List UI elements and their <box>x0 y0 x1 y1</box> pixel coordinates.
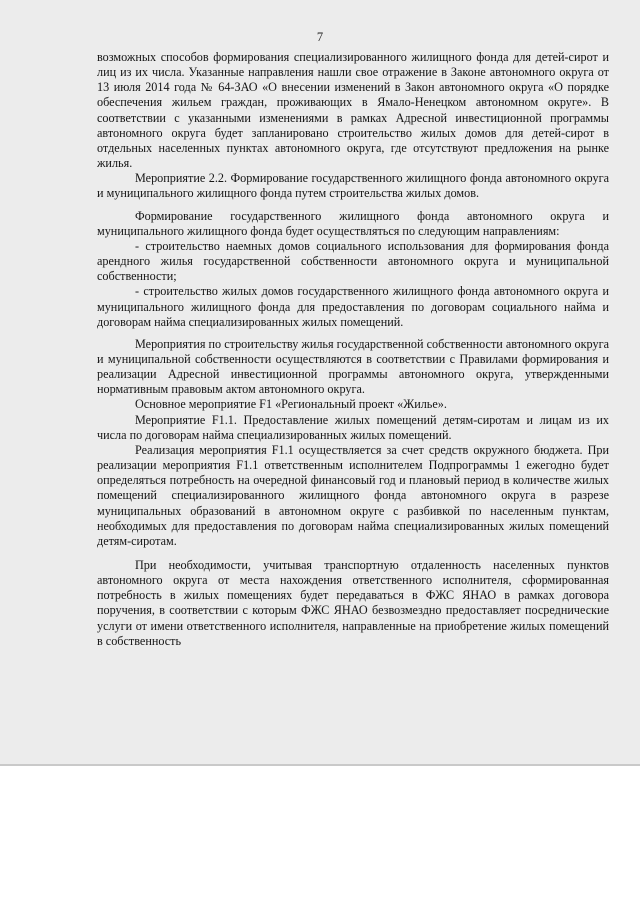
blank-area <box>0 766 640 905</box>
document-body <box>97 50 609 649</box>
paragraph-fzhs-yanao: При необходимости, учитывая транспортную отдаленность населенных пунктов автономного округа от места нахождения ответственного исполнителя, сформированная потребность в жилых помещениях будет передаваться в ФЖС ЯНАО в рамках договора поручения, в соответствии с которым ФЖС ЯНАО безвозмездно предоставляет посреднические услуги от имени ответственного исполнителя, направленные на приобретение жилых помещений в собственность <box>97 558 609 648</box>
paragraph-continuation: возможных способов формирования специализированного жилищного фонда для детей-сирот и лиц из их числа. Указанные направления нашли свое отражение в Законе автономного округа от 13 июля 2014 года № 64-ЗАО «О внесении изменений в Закон автономного округа «О порядке обеспечения жильем граждан, проживающих в Ямало-Ненецком автономном округе». В соответствии с указанными изменениями в рамках Адресной инвестиционной программы автономного округа будет запланировано строительство жилых домов для детей-сирот в отдельных населенных пунктах автономного округа, где отсутствуют предложения на рынке жилья. <box>97 50 609 171</box>
paragraph-measure-f1-1-implementation: Реализация мероприятия F1.1 осуществляется за счет средств окружного бюджета. При реализации мероприятия F1.1 ответственным исполнителем Подпрограммы 1 ежегодно будет определяться потребность на очередной финансовый год и плановый период в количестве жилых помещений специализированного жилищного фонда автономного округа в разрезе муниципальных образований в автономном округе с разбивкой по населенным пунктам, необходимых для предоставления по договорам найма специализированных жилых помещений детям-сиротам. <box>97 442 609 548</box>
paragraph-housing-fund-directions: Формирование государственного жилищного фонда автономного округа и муниципального жилищного фонда будет осуществляться по следующим направлениям: <box>97 208 609 238</box>
paragraph-list-item-residential-houses: - строительство жилых домов государственного жилищного фонда автономного округа и муниципального жилищного фонда для предоставления по договорам социального найма и договорам найма специализированных жилых помещений. <box>97 284 609 329</box>
paragraph-measure-f1-1: Мероприятие F1.1. Предоставление жилых помещений детям-сиротам и лицам из их числа по договорам найма специализированных жилых помещений. <box>97 412 609 442</box>
paragraph-list-item-rental-houses: - строительство наемных домов социального использования для формирования фонда арендного жилья государственной собственности автономного округа и муниципальной собственности; <box>97 238 609 284</box>
paragraph-construction-rules: Мероприятия по строительству жилья государственной собственности автономного округа и муниципальной собственности осуществляются в соответствии с Правилами формирования и реализации Адресной инвестиционной программы автономного округа, утвержденными нормативным правовым актом автономного округа. <box>97 336 609 397</box>
page-number: 7 <box>316 30 324 44</box>
paragraph-main-measure-f1: Основное мероприятие F1 «Региональный проект «Жилье». <box>135 397 447 412</box>
paragraph-measure-2-2: Мероприятие 2.2. Формирование государственного жилищного фонда автономного округа и муниципального жилищного фонда путем строительства жилых домов. <box>97 171 609 201</box>
